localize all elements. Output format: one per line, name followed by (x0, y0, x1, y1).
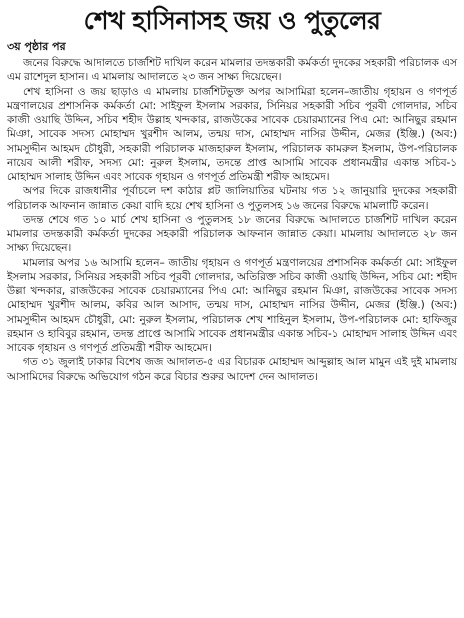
article-paragraph: গত ৩১ জুলাই ঢাকার বিশেষ জজ আদালত-৫ এর বিচারক মোহাম্মদ আব্দুল্লাহ আল মামুন এই দুই মামলায় আসামিদের বিরুদ্ধে অভিযোগ গঠন করে বিচার শুরুর আদেশ দেন আদালত। (7, 356, 457, 383)
continued-from-label: ৩য় পৃষ্ঠার পর (7, 40, 66, 53)
article-body (7, 56, 457, 384)
article-paragraph: তদন্ত শেষে গত ১০ মার্চ শেখ হাসিনা ও পুতুলসহ ১৮ জনের বিরুদ্ধে আদালতে চার্জশিট দাখিল করেন মামলার তদন্তকারী কর্মকর্তা দুদকের সহকারী পরিচালক আফনান জান্নাত কেয়া। মামলায় আদালতে ২৮ জন সাক্ষ্য দিয়েছেন। (7, 213, 457, 255)
article-paragraph: শেখ হাসিনা ও জয় ছাড়াও এ মামলায় চার্জশিটভুক্ত অপর আসামিরা হলেন–জাতীয় গৃহায়ন ও গণপূর্ত মন্ত্রণালয়ের প্রশাসনিক কর্মকর্তা মো: সাইফুল ইসলাম সরকার, সিনিয়র সহকারী সচিব পূরবী গোলদার, সচিব কাজী ওয়াছি উদ্দিন, সচিব শহীদ উল্লাহ খন্দকার, রাজউকের সাবেক চেয়ারম্যানের পিএ মো: আনিছুর রহমান মিঞা, সাবেক সদস্য মোহাম্মদ খুরশীদ আলম, তন্ময় দাস, মোহাম্মদ নাসির উদ্দীন, মেজর (ইঞ্জি.) (অব:) সামসুদ্দীন আহমদ চৌধুরী, সহকারী পরিচালক মাজহারুল ইসলাম, পরিচালক কামরুল ইসলাম, উপ-পরিচালক নায়েব আলী শরীফ, সদস্য মো: নুরুল ইসলাম, তদন্তে প্রাপ্ত আসামি সাবেক প্রধানমন্ত্রীর একান্ত সচিব-১ মোহাম্মদ সালাহ উদ্দিন এবং সাবেক গৃহায়ন ও গণপূর্ত প্রতিমন্ত্রী শরীফ আহমেদ। (7, 85, 457, 183)
article-paragraph: জনের বিরুদ্ধে আদালতে চার্জশিট দাখিল করেন মামলার তদন্তকারী কর্মকর্তা দুদকের সহকারী পরিচালক এস এম রাশেদুল হাসান। এ মামলায় আদালতে ২৩ জন সাক্ষ্য দিয়েছেন। (7, 57, 457, 84)
article-paragraph: মামলার অপর ১৬ আসামি হলেন– জাতীয় গৃহায়ন ও গণপূর্ত মন্ত্রণালয়ের প্রশাসনিক কর্মকর্তা মো: সাইফুল ইসলাম সরকার, সিনিয়র সহকারী সচিব পূরবী গোলদার, অতিরিক্ত সচিব কাজী ওয়াছি উদ্দিন, সচিব মো: শহীদ উল্লা খন্দকার, রাজউকের সাবেক চেয়ারম্যানের পিএ মো: আনিছুর রহমান মিঞা, রাজউকের সাবেক সদস্য মোহাম্মদ খুরশীদ আলম, কবির আল আসাদ, তন্ময় দাস, মোহাম্মদ নাসির উদ্দীন, মেজর (ইঞ্জি.) (অব:) সামসুদ্দীন আহমদ চৌধুরী, মো: নুরুল ইসলাম, পরিচালক শেখ শাহিনুল ইসলাম, উপ-পরিচালক মো: হাফিজুর রহমান ও হাবিবুর রহমান, তদন্ত প্রাপ্তে আসামি সাবেক প্রধানমন্ত্রীর একান্ত সচিব-১ মোহাম্মদ সালাহ উদ্দিন এবং সাবেক গৃহায়ন ও গণপূর্ত প্রতিমন্ত্রী শরীফ আহমেদ। (7, 256, 457, 354)
article-headline: শেখ হাসিনাসহ জয় ও পুতুলের (83, 6, 381, 35)
article-paragraph: অপর দিকে রাজধানীর পূর্বাচলে দশ কাঠার প্লট জালিয়াতির ঘটনায় গত ১২ জানুয়ারি দুদকের সহকারী পরিচালক আফনান জান্নাত কেয়া বাদি হয়ে শেখ হাসিনা ও পুতুলসহ ১৬ জনের বিরুদ্ধে মামলাটি করেন। (7, 185, 457, 212)
